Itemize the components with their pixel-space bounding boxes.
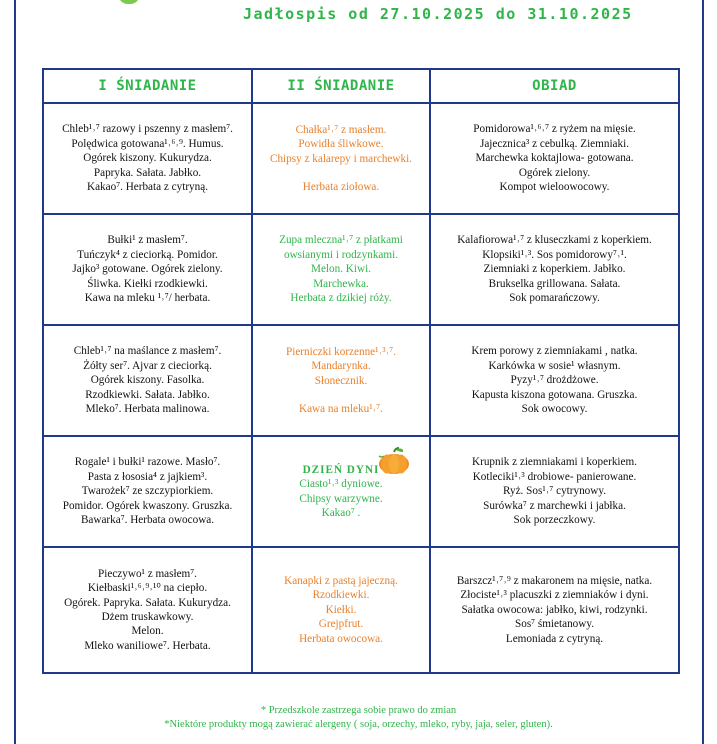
menu-line: Sałatka owocowa: jabłko, kiwi, rodzynki. bbox=[461, 603, 648, 616]
footer-note-allergens: *Niektóre produkty mogą zawierać alergeny ( soja, orzechy, mleko, ryby, jaja, seler, gluten). bbox=[164, 719, 553, 730]
menu-line: Kawa na mleku¹˒⁷. bbox=[299, 402, 383, 415]
menu-line: Śliwka. Kiełki rzodkiewki. bbox=[87, 277, 208, 290]
menu-line: Rogale¹ i bułki¹ razowe. Masło⁷. bbox=[74, 456, 221, 469]
lunch-cell bbox=[430, 547, 679, 673]
menu-line: owsianymi i rodzynkami. bbox=[283, 248, 399, 261]
second-breakfast-cell bbox=[252, 103, 430, 214]
menu-line: Ciasto¹˒³ dyniowe. bbox=[299, 478, 383, 491]
menu-line: Żółty ser⁷. Ajvar z cieciorką. bbox=[83, 359, 212, 372]
menu-line: Klopsiki¹˒³. Sos pomidorowy⁷˒¹. bbox=[482, 248, 627, 261]
menu-line: Twarożek⁷ ze szczypiorkiem. bbox=[81, 485, 214, 498]
menu-line: Krem porowy z ziemniakami , natka. bbox=[471, 345, 638, 358]
menu-line: Słonecznik. bbox=[314, 374, 368, 387]
menu-line: Złociste¹˒³ placuszki z ziemniaków i dyni. bbox=[460, 589, 649, 602]
menu-line: Mleko⁷. Herbata malinowa. bbox=[85, 403, 210, 416]
menu-line: Melon. bbox=[131, 625, 164, 638]
menu-table bbox=[42, 68, 680, 674]
menu-line: Kiełbaski¹˒⁶˒⁹˒¹⁰ na ciepło. bbox=[87, 582, 208, 595]
breakfast-cell bbox=[43, 214, 252, 325]
day-row bbox=[43, 103, 679, 214]
col-header-breakfast: I ŚNIADANIE bbox=[43, 69, 252, 103]
menu-line: Kotleciki¹˒³ drobiowe- panierowane. bbox=[472, 470, 637, 483]
menu-line: Brukselka grillowana. Sałata. bbox=[488, 277, 621, 290]
menu-line: Pierniczki korzenne¹˒³˒⁷. bbox=[285, 345, 396, 358]
menu-line: Chałka¹˒⁷ z masłem. bbox=[295, 123, 387, 136]
day-row bbox=[43, 214, 679, 325]
menu-line: Zupa mleczna¹˒⁷ z płatkami bbox=[279, 234, 403, 247]
breakfast-cell bbox=[43, 103, 252, 214]
lunch-cell bbox=[430, 325, 679, 436]
menu-line: Kiełki. bbox=[325, 603, 357, 616]
menu-line: Mandarynka. bbox=[311, 360, 371, 373]
menu-line: Ogórek kiszony. Fasolka. bbox=[90, 374, 205, 387]
menu-line: Melon. Kiwi. bbox=[311, 263, 371, 276]
menu-line: Ryż. Sos¹˒⁷ cytrynowy. bbox=[502, 485, 607, 498]
menu-line: Dżem truskawkowy. bbox=[101, 611, 194, 623]
breakfast-cell bbox=[43, 325, 252, 436]
menu-line: Marchewka. bbox=[313, 277, 369, 290]
breakfast-cell bbox=[43, 436, 252, 547]
menu-line: Pomidor. Ogórek kwaszony. Gruszka. bbox=[62, 499, 233, 512]
menu-line: Ogórek zielony. bbox=[518, 166, 591, 179]
menu-line: Lemoniada z cytryną. bbox=[505, 632, 604, 645]
col-header-lunch: OBIAD bbox=[430, 69, 679, 103]
menu-line: Kakao⁷ . bbox=[321, 506, 361, 519]
menu-line: Surówka⁷ z marchewki i jabłka. bbox=[483, 499, 626, 512]
menu-line: Mleko waniliowe⁷. Herbata. bbox=[84, 639, 211, 652]
menu-line: Rzodkiewki. bbox=[312, 589, 370, 602]
spacer bbox=[256, 388, 426, 402]
menu-line: Sok owocowy. bbox=[521, 403, 588, 416]
spacer bbox=[256, 166, 426, 180]
menu-line: Kawa na mleku ¹˒⁷/ herbata. bbox=[84, 292, 211, 305]
day-row bbox=[43, 547, 679, 673]
menu-line: Kakao⁷. Herbata z cytryną. bbox=[87, 181, 208, 194]
menu-line: Bawarka⁷. Herbata owocowa. bbox=[80, 514, 215, 527]
menu-line: Herbata z dzikiej róży. bbox=[290, 292, 392, 305]
menu-title: Jadłospis od 27.10.2025 do 31.10.2025 bbox=[243, 5, 633, 23]
menu-line: Sok pomarańczowy. bbox=[509, 292, 600, 305]
menu-line: Grejpfrut. bbox=[318, 618, 364, 631]
menu-line: Pasta z łososia⁴ z jajkiem³. bbox=[87, 470, 208, 483]
lunch-cell bbox=[430, 214, 679, 325]
header-row bbox=[43, 69, 679, 103]
second-breakfast-cell bbox=[252, 214, 430, 325]
menu-line: Chipsy warzywne. bbox=[299, 492, 383, 505]
menu-line: Chipsy z kalarepy i marchewki. bbox=[270, 152, 412, 165]
day-row bbox=[43, 436, 679, 547]
second-breakfast-cell bbox=[252, 436, 430, 547]
menu-line: Papryka. Sałata. Jabłko. bbox=[93, 166, 202, 179]
second-breakfast-cell bbox=[252, 325, 430, 436]
menu-line: Kalafiorowa¹˒⁷ z kluseczkami z koperkiem. bbox=[457, 234, 652, 247]
menu-line: Kanapki z pastą jajeczną. bbox=[284, 574, 398, 587]
menu-line: Powidła śliwkowe. bbox=[298, 138, 384, 151]
menu-line: Pyzy¹˒⁷ drożdżowe. bbox=[510, 374, 599, 387]
menu-line: Bułki¹ z masłem⁷. bbox=[107, 234, 188, 247]
pumpkin-day-title: DZIEŃ DYNI bbox=[302, 463, 380, 476]
menu-line: Kompot wieloowocowy. bbox=[499, 181, 610, 194]
menu-line: Kapusta kiszona gotowana. Gruszka. bbox=[471, 388, 638, 401]
menu-line: Chleb¹˒⁷ razowy i pszenny z masłem⁷. bbox=[62, 123, 233, 136]
col-header-second-breakfast: II ŚNIADANIE bbox=[252, 69, 430, 103]
menu-line: Herbata ziołowa. bbox=[302, 180, 380, 193]
breakfast-cell bbox=[43, 547, 252, 673]
pumpkin-day-block bbox=[256, 463, 426, 521]
menu-line: Jajko³ gotowane. Ogórek zielony. bbox=[72, 263, 223, 276]
day-row bbox=[43, 325, 679, 436]
menu-line: Ogórek. Papryka. Sałata. Kukurydza. bbox=[64, 596, 231, 609]
menu-line: Tuńczyk⁴ z cieciorką. Pomidor. bbox=[77, 248, 218, 261]
menu-line: Jajecznica³ z cebulką. Ziemniaki. bbox=[479, 137, 630, 150]
menu-line: Marchewka koktajlowa- gotowana. bbox=[475, 152, 634, 165]
menu-line: Sok porzeczkowy. bbox=[513, 514, 596, 527]
second-breakfast-cell bbox=[252, 547, 430, 673]
menu-line: Barszcz¹˒⁷˒⁹ z makaronem na mięsie, natka. bbox=[456, 574, 653, 587]
menu-line: Rzodkiewki. Sałata. Jabłko. bbox=[85, 388, 210, 401]
menu-line: Ogórek kiszony. Kukurydza. bbox=[83, 152, 212, 165]
menu-line: Chleb¹˒⁷ na maślance z masłem⁷. bbox=[73, 345, 222, 358]
lunch-cell bbox=[430, 436, 679, 547]
pumpkin-icon bbox=[376, 447, 412, 475]
menu-line: Krupnik z ziemniakami i koperkiem. bbox=[472, 456, 637, 469]
menu-line: Sos⁷ śmietanowy. bbox=[515, 618, 594, 631]
menu-line: Polędwica gotowana¹˒⁶˒⁹. Humus. bbox=[71, 137, 224, 150]
menu-line: Herbata owocowa. bbox=[299, 632, 383, 645]
menu-line: Karkówka w sosie¹ własnym. bbox=[488, 359, 621, 372]
menu-line: Ziemniaki z koperkiem. Jabłko. bbox=[483, 263, 626, 276]
menu-line: Pieczywo¹ z masłem⁷. bbox=[98, 567, 197, 580]
footer-note-changes: * Przedszkole zastrzega sobie prawo do zmian bbox=[260, 705, 457, 716]
menu-line: Pomidorowa¹˒⁶˒⁷ z ryżem na mięsie. bbox=[473, 123, 636, 136]
lunch-cell bbox=[430, 103, 679, 214]
